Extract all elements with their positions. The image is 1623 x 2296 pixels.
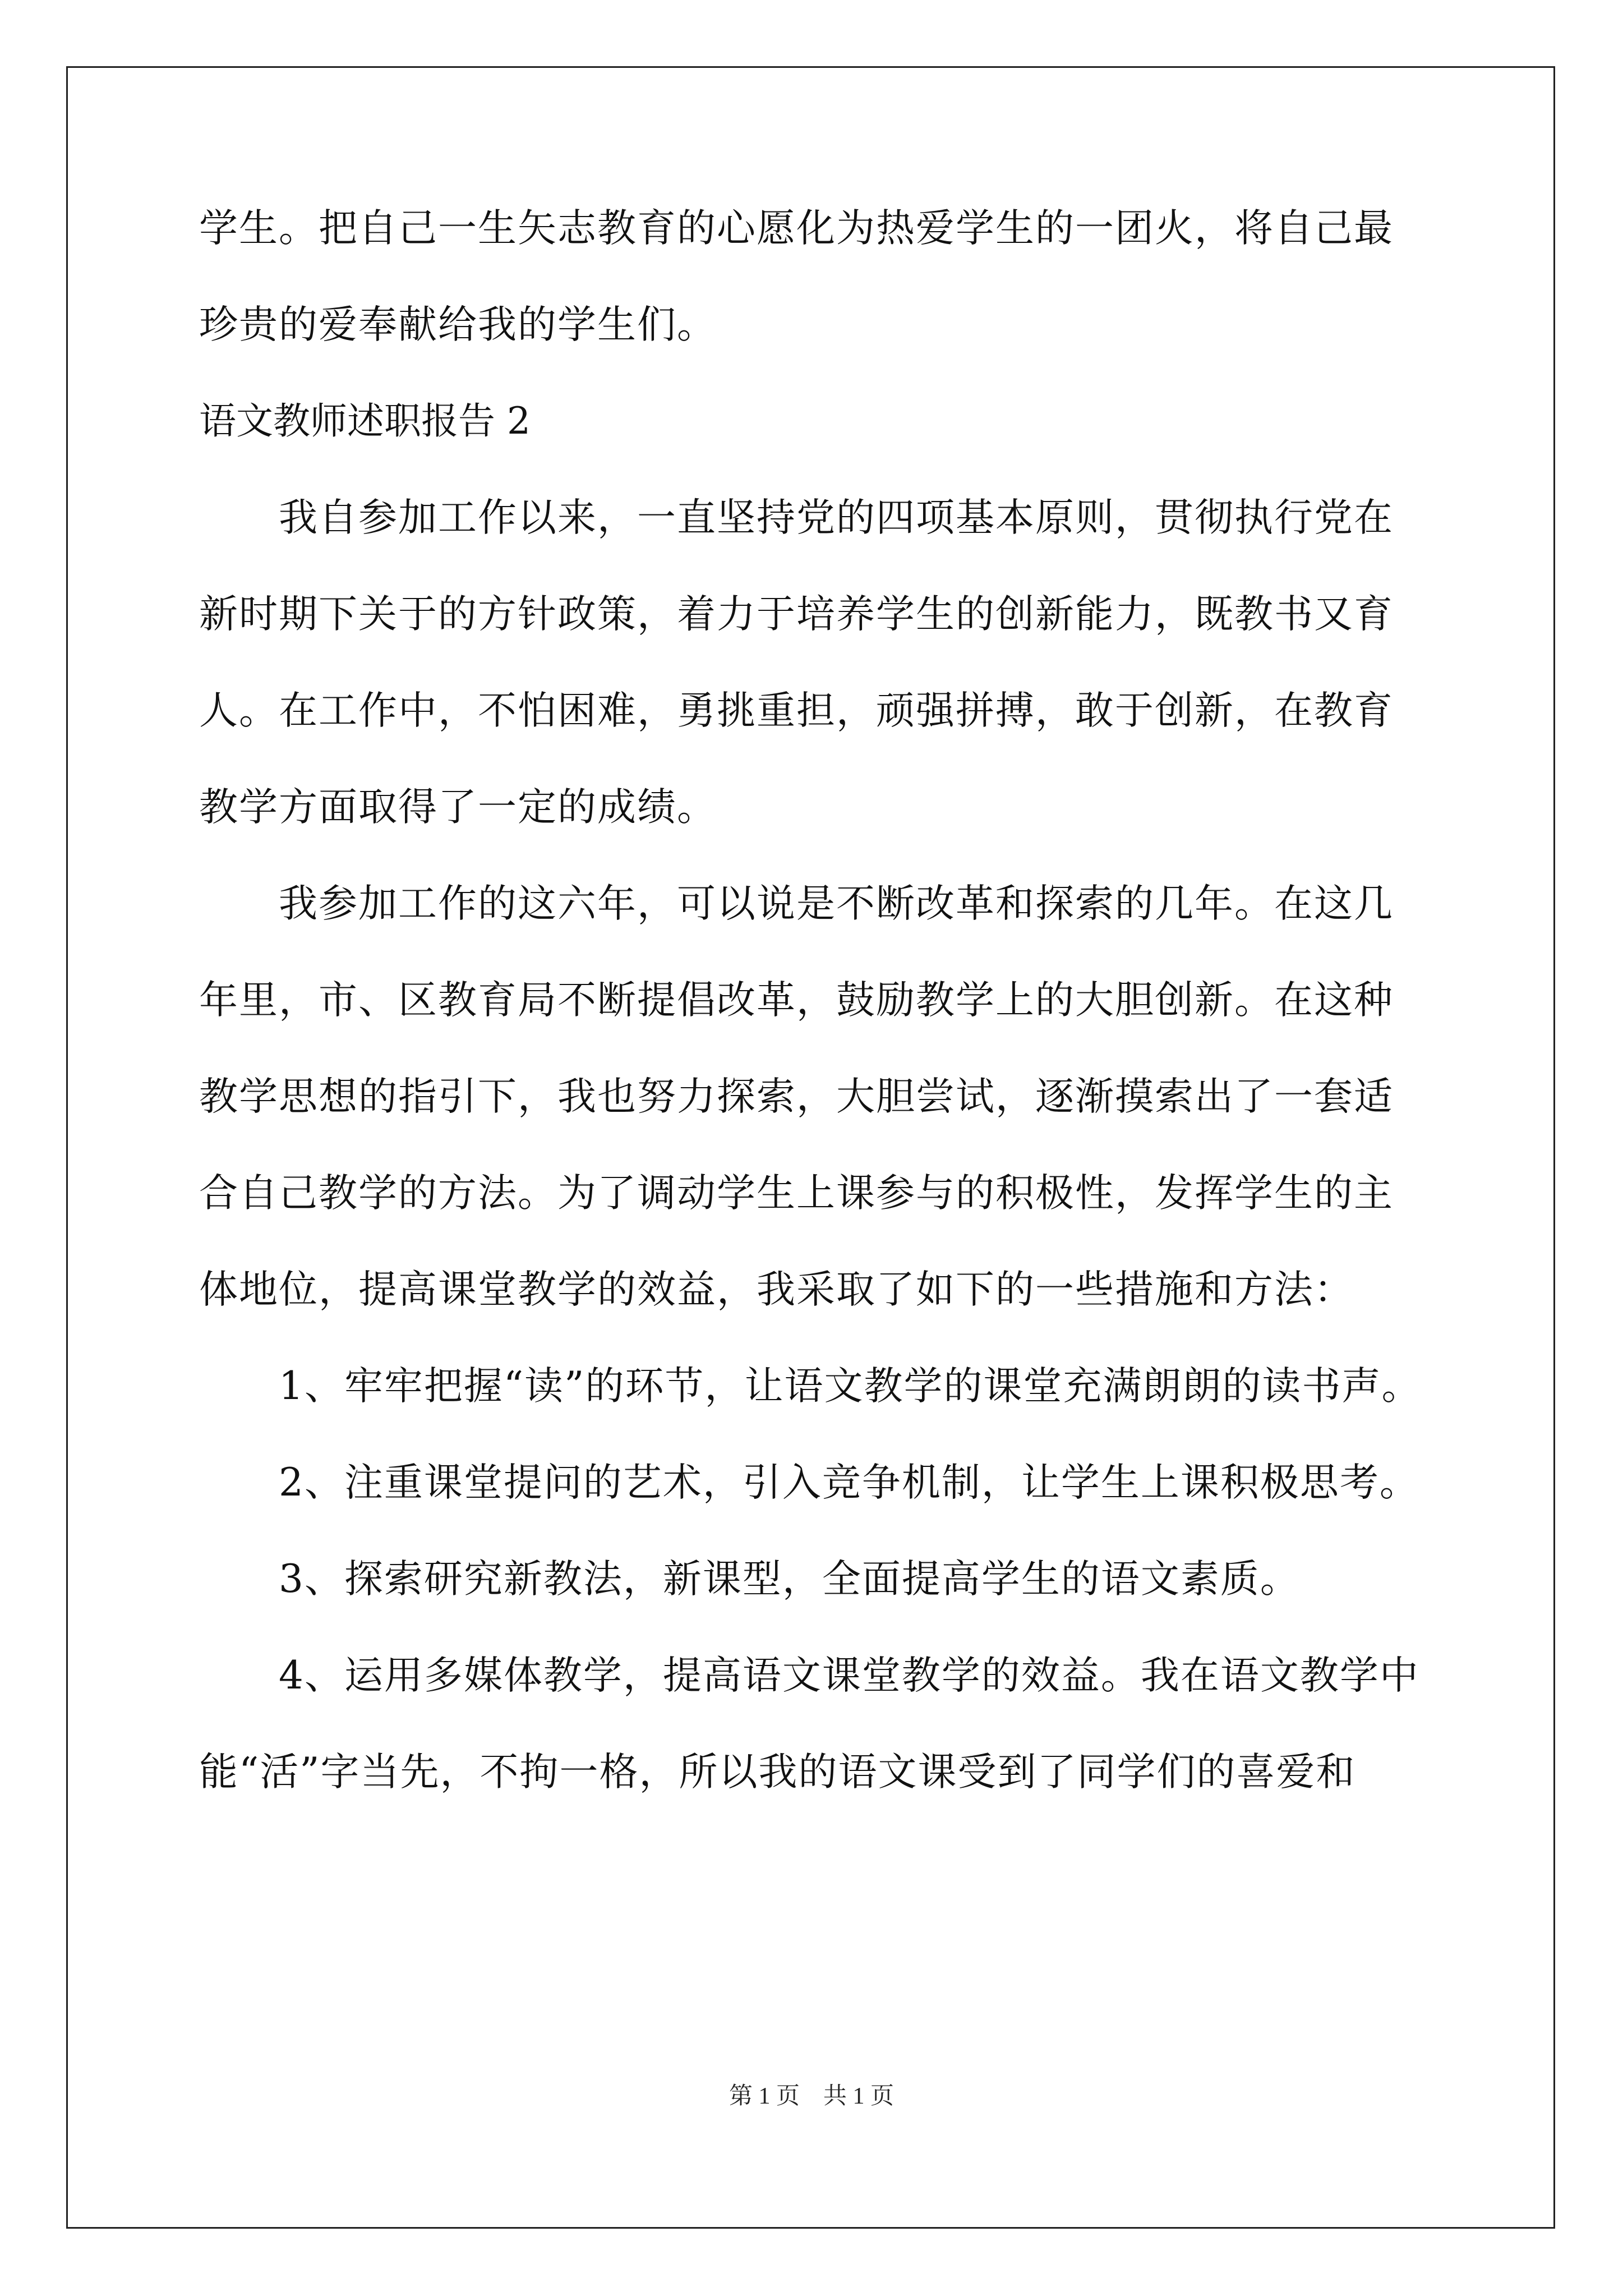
list-item-1: 1、牢牢把握“读”的环节，让语文教学的课堂充满朗朗的读书声。 [199, 1364, 1422, 1409]
body-line-11: 合自己教学的方法。为了调动学生上课参与的积极性，发挥学生的主 [199, 1171, 1394, 1216]
body-line-12: 体地位，提高课堂教学的效益，我采取了如下的一些措施和方法： [199, 1267, 1354, 1312]
body-line-8: 我参加工作的这六年，可以说是不断改革和探索的几年。在这几 [199, 881, 1394, 926]
body-line-2: 珍贵的爱奉献给我的学生们。 [199, 302, 717, 347]
section-heading: 语文教师述职报告 2 [199, 399, 531, 443]
body-line-7: 教学方面取得了一定的成绩。 [199, 785, 717, 830]
body-line-6: 人。在工作中，不怕困难，勇挑重担，顽强拼搏，敢于创新，在教育 [199, 688, 1394, 733]
page-border [66, 66, 1555, 2229]
body-line-17: 能“活”字当先，不拘一格，所以我的语文课受到了同学们的喜爱和 [199, 1750, 1356, 1795]
body-line-1: 学生。把自己一生矢志教育的心愿化为热爱学生的一团火，将自己最 [199, 206, 1394, 251]
list-item-4: 4、运用多媒体教学，提高语文课堂教学的效益。我在语文教学中 [199, 1653, 1419, 1698]
list-item-2: 2、注重课堂提问的艺术，引入竞争机制，让学生上课积极思考。 [199, 1460, 1419, 1505]
list-item-3: 3、探索研究新教法，新课型，全面提高学生的语文素质。 [199, 1557, 1300, 1602]
body-line-9: 年里，市、区教育局不断提倡改革，鼓励教学上的大胆创新。在这种 [199, 978, 1394, 1023]
body-line-4: 我自参加工作以来，一直坚持党的四项基本原则，贯彻执行党在 [199, 495, 1394, 540]
page-footer: 第 1 页 共 1 页 [728, 2083, 894, 2109]
body-line-10: 教学思想的指引下，我也努力探索，大胆尝试，逐渐摸索出了一套适 [199, 1074, 1394, 1119]
body-line-5: 新时期下关于的方针政策，着力于培养学生的创新能力，既教书又育 [199, 592, 1394, 637]
